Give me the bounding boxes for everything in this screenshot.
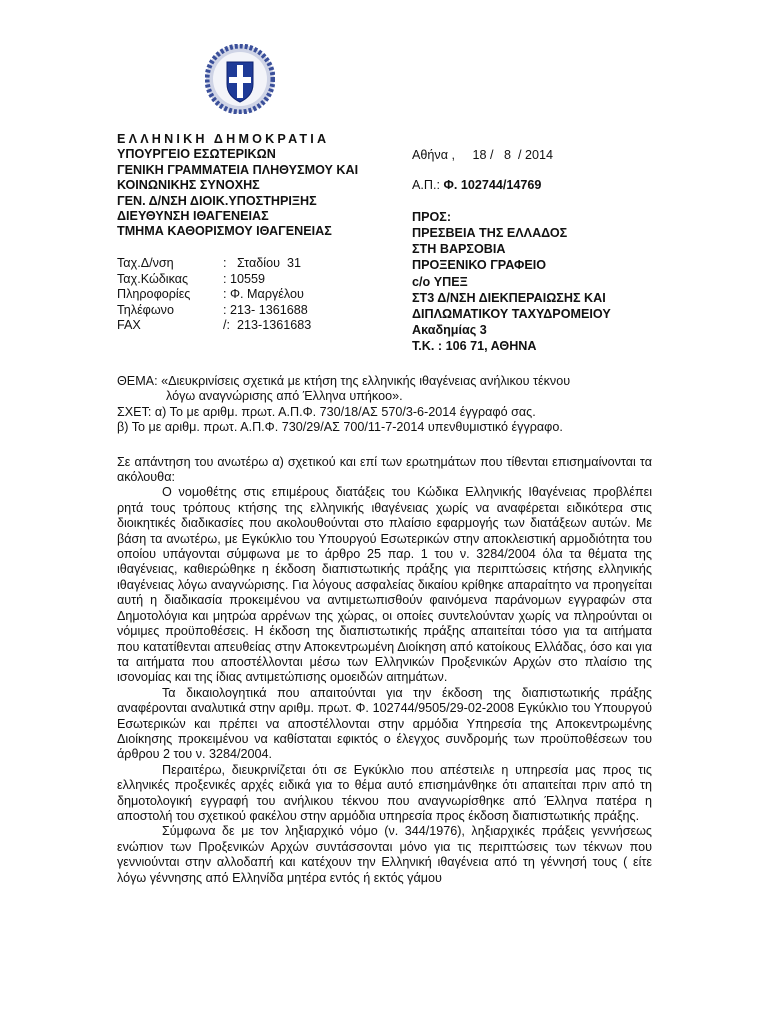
recipient-block xyxy=(412,209,672,355)
contact-key: Τηλέφωνο xyxy=(117,302,174,317)
general-directorate-line: ΓΕΝ. Δ/ΝΣΗ ΔΙΟΙΚ.ΥΠΟΣΤΗΡΙΞΗΣ xyxy=(117,193,317,208)
secretariat-line-2: ΚΟΙΝΩΝΙΚΗΣ ΣΥΝΟΧΗΣ xyxy=(117,178,260,193)
reference-a: ΣΧΕΤ: α) Το με αριθμ. πρωτ. Α.Π.Φ. 730/18/ΑΣ 570/3-6-2014 έγγραφό σας. xyxy=(117,404,536,419)
contact-value: : Φ. Μαργέλου xyxy=(223,287,304,302)
contact-key: Ταχ.Δ/νση xyxy=(117,256,174,270)
body-paragraph: Ο νομοθέτης στις επιμέρους διατάξεις του Κώδικα Ελληνικής Ιθαγένειας προβλέπει ρητά τους τρόπους κτήσης της ελληνικής ιθαγένειας χωρίς να αναφέρεται ειδικότερα στις διοικητικές διαδικασίες που ακολουθούνται στο πλαίσιο εφαρμογής των διατάξεων αυτών. Με βάση τα ανωτέρω, με Εγκύκλιο του Υπουργού Εσωτερικών στην αποκλειστική αρμοδιότητα του οποίου υπάγονται σύμφωνα με το άρθρο 25 παρ. 1 του ν. 3284/2004 όλα τα θέματα της ιθαγένειας, καθιερώθηκε η έκδοση διαπιστωτικής πράξης για περιπτώσεις κτήσης ελληνικής ιθαγένειας λόγω αναγνώρισης. Για λόγους ασφαλείας δικαίου κρίθηκε απαραίτητο να προηγείται αυτή η διαδικασία προκειμένου να αντιμετωπισθούν φαινόμενα παράνομων εγγραφών στα Δημοτολόγια και μητρώα αρρένων της χώρας, οι οποίες συντελούνταν χωρίς να πληρούνται οι νόμιμες προϋποθέσεις. Η έκδοση της διαπιστωτικής πράξης απαιτείται τόσο για τα αιτήματα που κατατίθενται απευθείας στην Αποκεντρωμένη Διοίκηση από κατοίκους Ελλάδας, όσο και για τα αιτήματα που αποστέλλονται μέσω των Ελληνικών Προξενικών Αρχών στο πλαίσιο της ισονομίας και της ίδιας αντιμετώπισης ομοειδών αιτημάτων. xyxy=(117,485,652,685)
letter-body xyxy=(117,374,652,886)
recipient-line: Ακαδημίας 3 xyxy=(412,323,487,338)
dateline: Αθήνα , 18 / 8 / 2014 xyxy=(412,148,553,162)
recipient-line: ΠΡΟΣ: xyxy=(412,209,452,224)
contact-value: : Σταδίου 31 xyxy=(223,256,301,270)
contact-value: /: 213-1361683 xyxy=(223,318,312,333)
contact-value: : 213- 1361688 xyxy=(223,302,308,317)
recipient-line: Τ.Κ. : 106 71, ΑΘΗΝΑ xyxy=(412,339,537,354)
issuing-authority-block xyxy=(117,132,407,240)
reference-b: β) Το με αριθμ. πρωτ. Α.Π.Φ. 730/29/ΑΣ 700/11-7-2014 υπενθυμιστικό έγγραφο. xyxy=(117,420,563,435)
state-name: ΕΛΛΗΝΙΚΗ ΔΗΜΟΚΡΑΤΙΑ xyxy=(117,132,330,146)
contact-phone xyxy=(117,303,311,319)
department-line: ΤΜΗΜΑ ΚΑΘΟΡΙΣΜΟΥ ΙΘΑΓΕΝΕΙΑΣ xyxy=(117,224,332,239)
body-paragraph: Τα δικαιολογητικά που απαιτούνται για την έκδοση της διαπιστωτικής πράξης αναφέρονται αναλυτικά στην αριθμ. πρωτ. Φ. 102744/9505/29-02-2008 Εγκύκλιο του Υπουργού Εσωτερικών και πρέπει να αποστέλλονται στην αρμόδια Υπηρεσία της Αποκεντρωμένης Διοίκησης προκειμένου να καθίσταται εφικτός ο έλεγχος συνδρομής των προϋποθέσεων του άρθρου 2 του ν. 3284/2004. xyxy=(117,685,652,762)
recipient-line: c/o ΥΠΕΞ xyxy=(412,274,468,289)
contact-key: Πληροφορίες xyxy=(117,287,191,302)
subject-line: ΘΕΜΑ: «Διευκρινίσεις σχετικά με κτήση της ελληνικής ιθαγένειας ανήλικου τέκνου xyxy=(117,374,571,388)
contact-postcode xyxy=(117,272,311,288)
intro-paragraph: Σε απάντηση του ανωτέρω α) σχετικού και επί των ερωτημάτων που τίθενται επισημαίνονται τα ακόλουθα: xyxy=(117,454,652,485)
recipient-line: ΠΡΕΣΒΕΙΑ ΤΗΣ ΕΛΛΑΔΟΣ xyxy=(412,226,568,241)
contact-details xyxy=(117,256,311,334)
contact-info-person xyxy=(117,287,311,303)
recipient-line: ΠΡΟΞΕΝΙΚΟ ΓΡΑΦΕΙΟ xyxy=(412,258,547,273)
ministry-line: ΥΠΟΥΡΓΕΙΟ ΕΣΩΤΕΡΙΚΩΝ xyxy=(117,147,276,162)
document-meta-block xyxy=(412,148,672,355)
protocol-number xyxy=(412,178,672,193)
greek-coat-of-arms-icon xyxy=(205,44,275,114)
contact-fax xyxy=(117,318,311,334)
recipient-line: ΔΙΠΛΩΜΑΤΙΚΟΥ ΤΑΧΥΔΡΟΜΕΙΟΥ xyxy=(412,307,611,322)
recipient-line: ΣΤ3 Δ/ΝΣΗ ΔΙΕΚΠΕΡΑΙΩΣΗΣ ΚΑΙ xyxy=(412,290,606,305)
body-paragraph: Σύμφωνα δε με τον ληξιαρχικό νόμο (ν. 344/1976), ληξιαρχικές πράξεις γεννήσεως ενώπιον των Προξενικών Αρχών συντάσσονται μόνο για τις περιπτώσεις των τέκνων που γεννιούνται στην αλλοδαπή και κατέχουν την Ελληνική ιθαγένεια από τη γέννησή τους ( είτε λόγω γέννησης από Ελληνίδα μητέρα εντός ή εκτός γάμου xyxy=(117,824,652,885)
contact-key: FAX xyxy=(117,318,141,333)
recipient-line: ΣΤΗ ΒΑΡΣΟΒΙΑ xyxy=(412,242,506,257)
subject-line-continued: λόγω αναγνώρισης από Έλληνα υπήκοο». xyxy=(166,389,403,404)
contact-key: Ταχ.Κώδικας xyxy=(117,271,189,286)
directorate-line: ΔΙΕΥΘΥΝΣΗ ΙΘΑΓΕΝΕΙΑΣ xyxy=(117,209,269,224)
protocol-value: Φ. 102744/14769 xyxy=(443,178,542,193)
protocol-label: Α.Π.: xyxy=(412,178,440,193)
contact-value: : 10559 xyxy=(223,271,266,286)
contact-address xyxy=(117,256,311,272)
secretariat-line: ΓΕΝΙΚΗ ΓΡΑΜΜΑΤΕΙΑ ΠΛΗΘΥΣΜΟΥ ΚΑΙ xyxy=(117,162,359,177)
body-paragraph: Περαιτέρω, διευκρινίζεται ότι σε Εγκύκλιο που απέστειλε η υπηρεσία μας προς τις ελληνικές προξενικές αρχές ειδικά για το θέμα αυτό επισημάνθηκε ότι απαιτείται πριν από τη δημοτολογική εγγραφή του ανήλικου τέκνου που αναγνωρίσθηκε από Έλληνα πατέρα η αποστολή του σχετικού φακέλου στην αρμόδια υπηρεσία προς έκδοση διαπιστωτικής πράξης. xyxy=(117,762,652,823)
